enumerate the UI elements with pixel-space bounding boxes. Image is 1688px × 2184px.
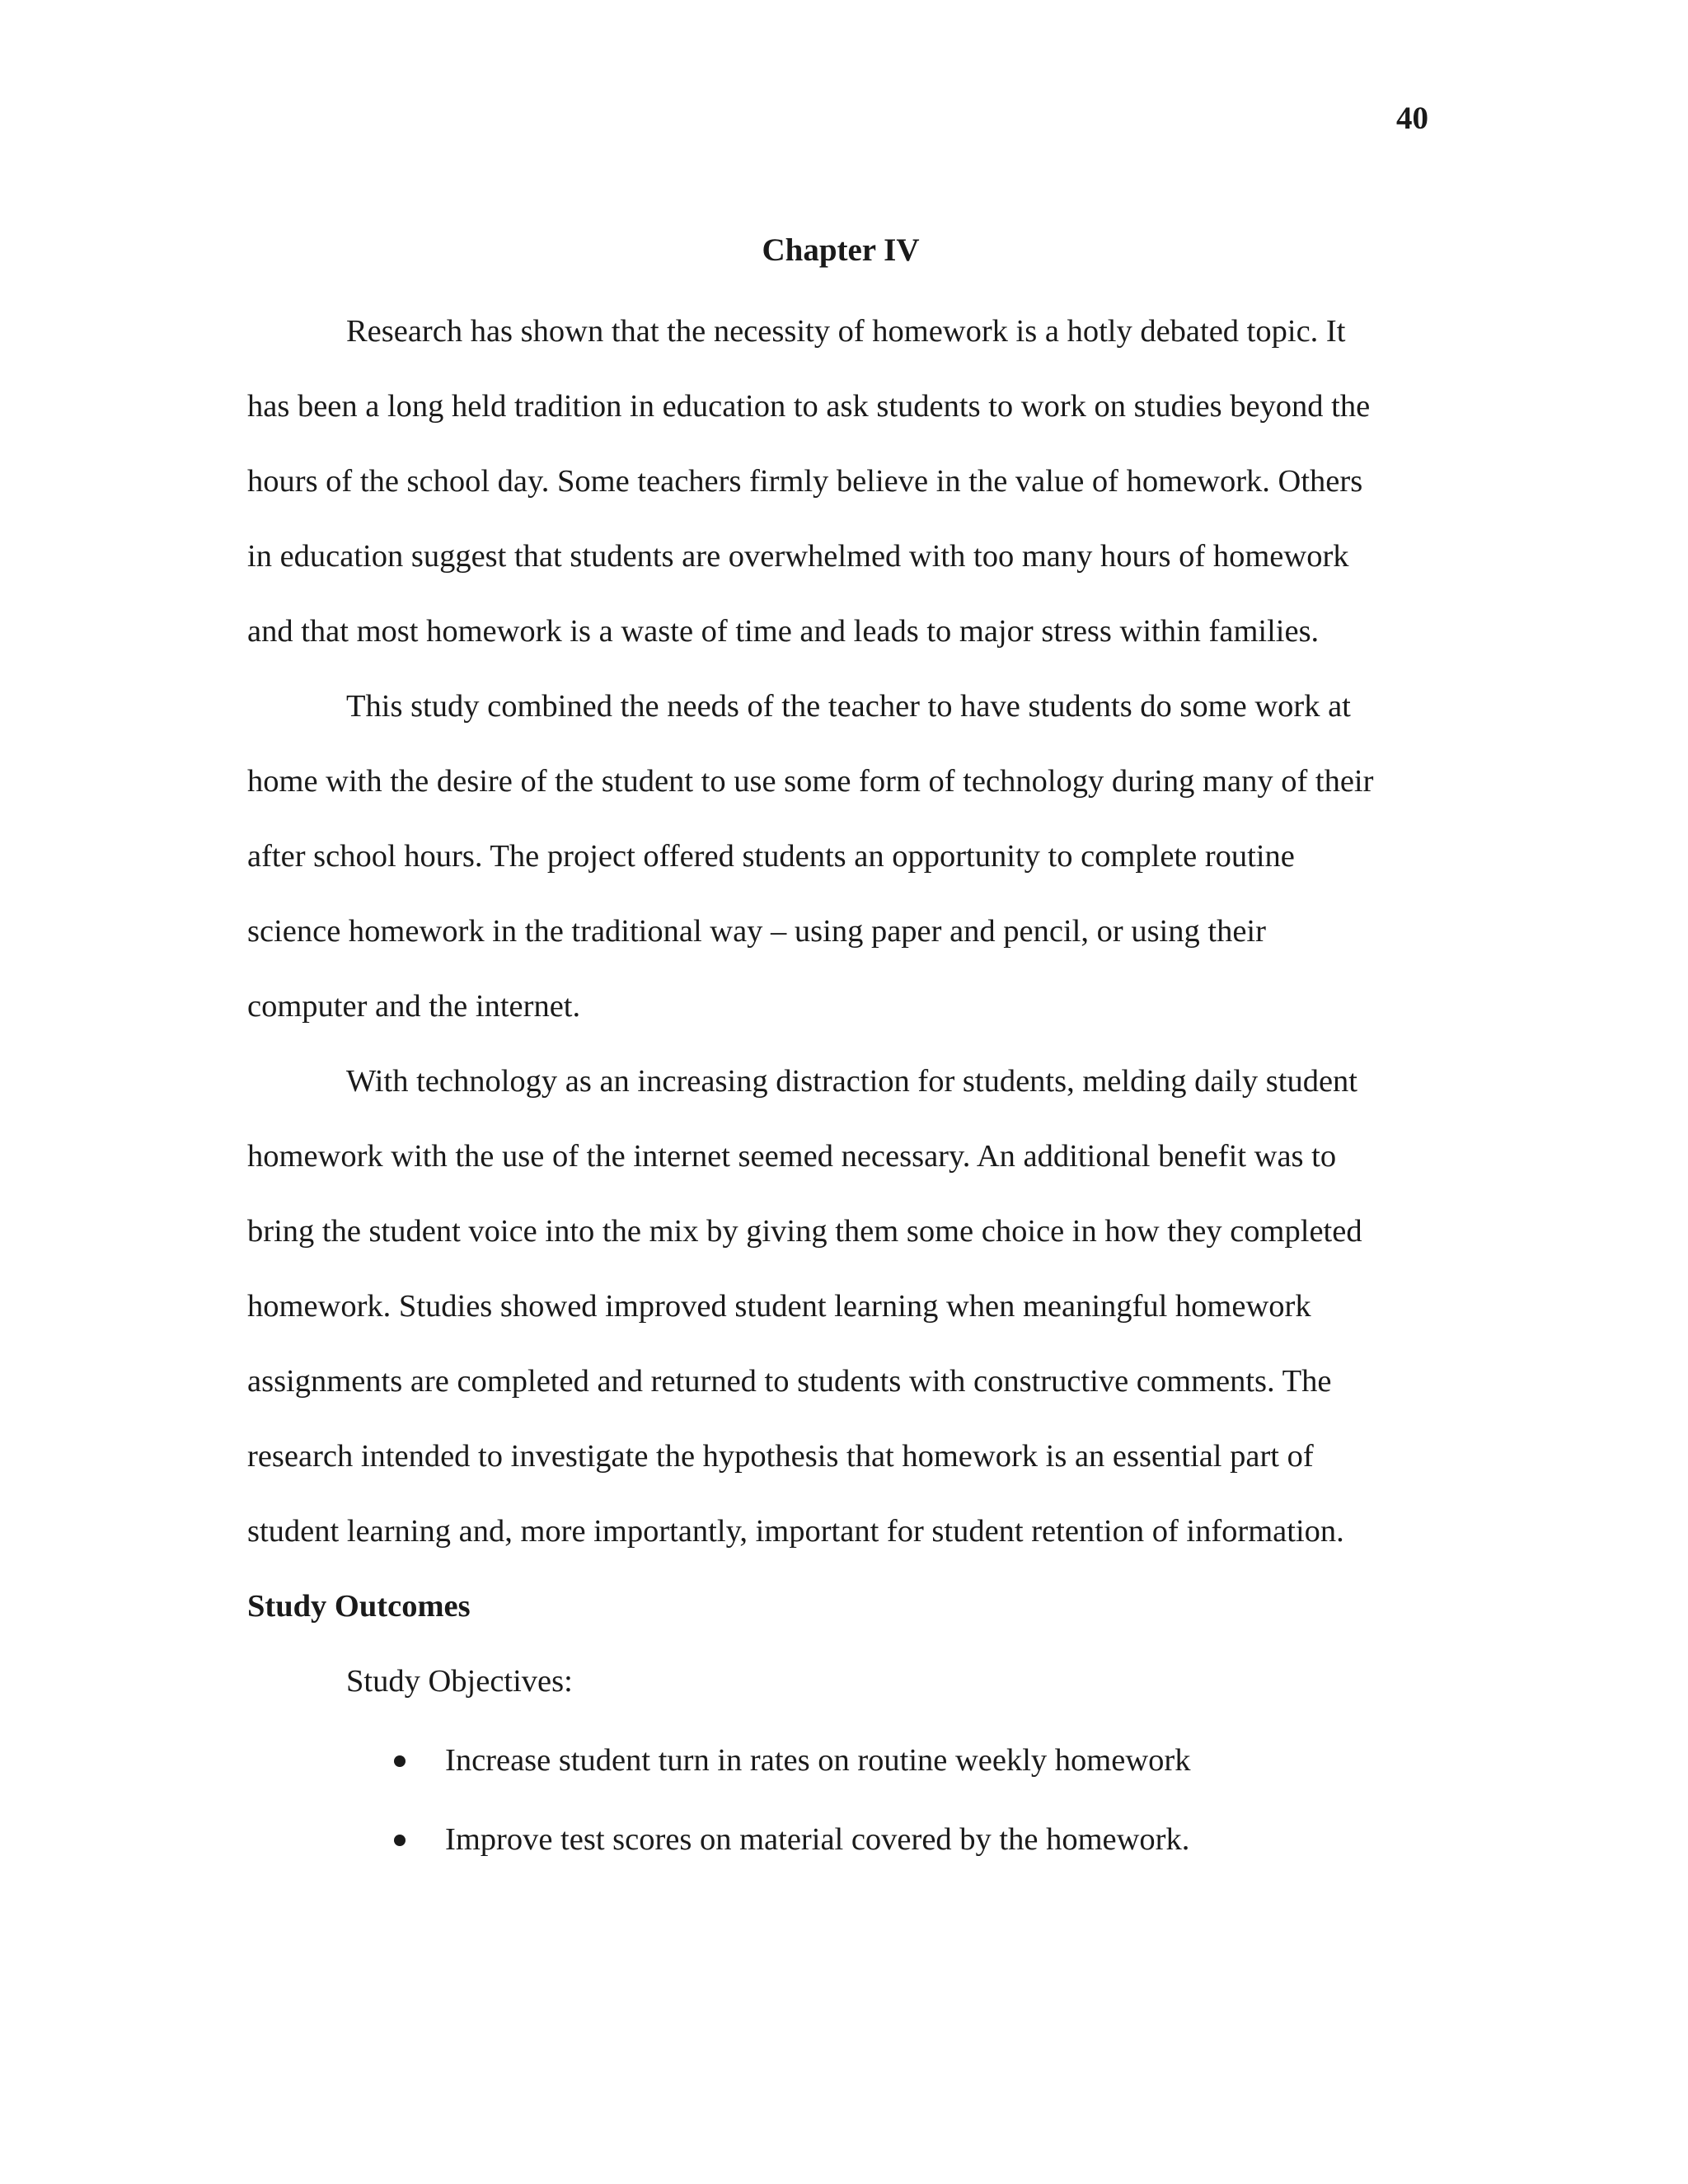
paragraph-3-line-5: assignments are completed and returned to students with constructive comments. The (247, 1364, 1332, 1399)
paragraph-3-line-6: research intended to investigate the hypothesis that homework is an essential part of (247, 1439, 1314, 1474)
page-number: 40 (1396, 101, 1428, 136)
paragraph-2-line-2: home with the desire of the student to use some form of technology during many of their (247, 764, 1374, 799)
paragraph-1-line-2: has been a long held tradition in education to ask students to work on studies beyond the (247, 389, 1371, 424)
paragraph-1-line-5: and that most homework is a waste of time and leads to major stress within families. (247, 614, 1320, 649)
paragraph-3-line-7: student learning and, more importantly, important for student retention of information. (247, 1514, 1344, 1549)
paragraph-1-line-3: hours of the school day. Some teachers firmly believe in the value of homework. Others (247, 464, 1363, 499)
paragraph-2-line-4: science homework in the traditional way – using paper and pencil, or using their (247, 914, 1266, 949)
study-objectives-label: Study Objectives: (346, 1664, 573, 1699)
objective-text: Increase student turn in rates on routine weekly homework (445, 1743, 1191, 1778)
paragraph-2-line-5: computer and the internet. (247, 989, 581, 1024)
bullet-icon (394, 1755, 406, 1767)
paragraph-2-line-1: This study combined the needs of the teacher to have students do some work at (346, 689, 1351, 724)
paragraph-1-line-4: in education suggest that students are overwhelmed with too many hours of homework (247, 539, 1349, 574)
bullet-icon (394, 1835, 406, 1846)
paragraph-3-line-2: homework with the use of the internet seemed necessary. An additional benefit was to (247, 1139, 1337, 1174)
objective-text: Improve test scores on material covered by the homework. (445, 1822, 1190, 1857)
paragraph-3-line-4: homework. Studies showed improved student learning when meaningful homework (247, 1289, 1311, 1324)
chapter-title: Chapter IV (762, 232, 920, 268)
paragraph-2-line-3: after school hours. The project offered students an opportunity to complete routine (247, 839, 1295, 874)
study-outcomes-heading: Study Outcomes (247, 1589, 471, 1624)
paragraph-3-line-1: With technology as an increasing distraction for students, melding daily student (346, 1064, 1357, 1099)
paragraph-1-line-1: Research has shown that the necessity of homework is a hotly debated topic. It (346, 314, 1346, 349)
paragraph-3-line-3: bring the student voice into the mix by giving them some choice in how they completed (247, 1214, 1362, 1249)
